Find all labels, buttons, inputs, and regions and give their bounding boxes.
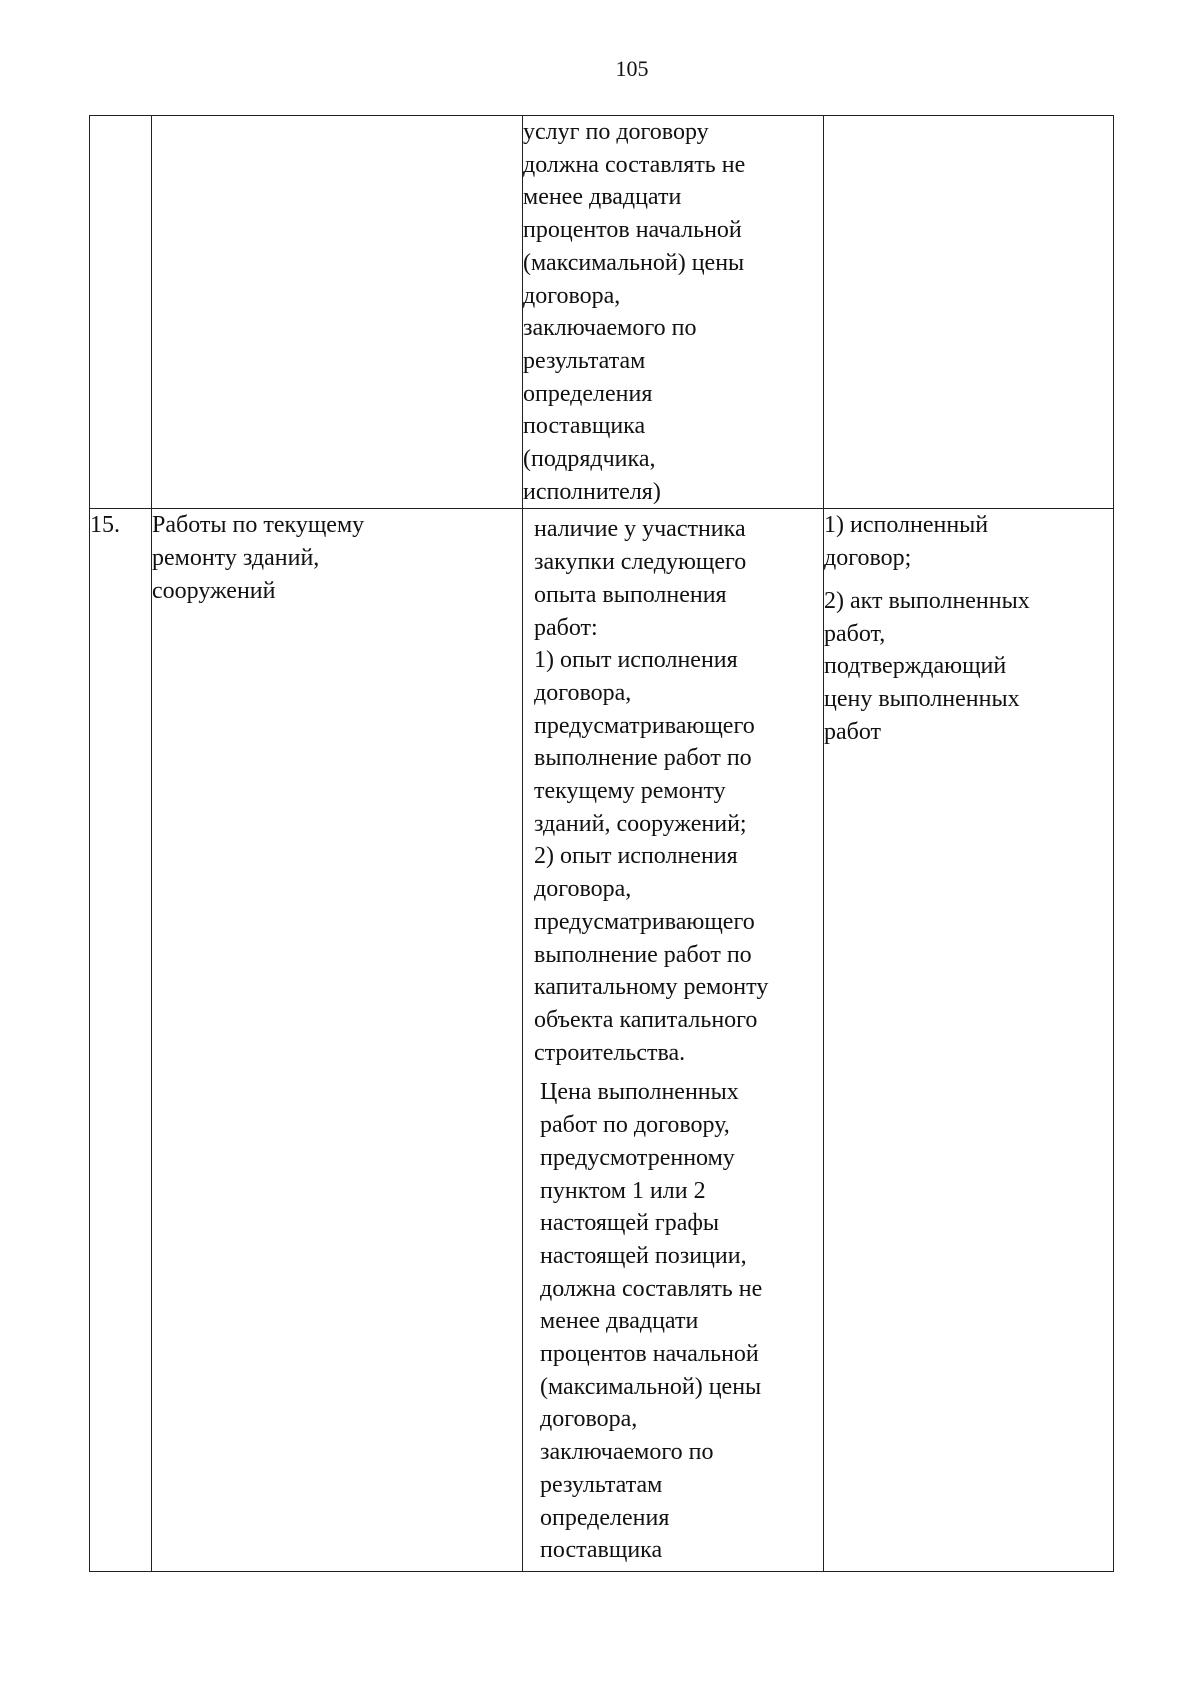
text-line: строительства. (534, 1039, 686, 1066)
text-line: менее двадцати (540, 1308, 699, 1335)
text-line: сооружений (152, 577, 276, 604)
text-line: пунктом 1 или 2 (540, 1177, 706, 1204)
table-row-continuation (90, 116, 1114, 509)
text-line: определения (523, 380, 653, 407)
text-line: договор; (824, 545, 912, 572)
text-line: должна составлять не (540, 1275, 763, 1302)
text-line: ремонту зданий, (152, 545, 320, 572)
price-requirement-text (523, 1069, 823, 1571)
text-line: процентов начальной (523, 217, 742, 244)
text-line: цену выполненных (824, 685, 1020, 712)
requirement-text (523, 509, 823, 1069)
cell-requirement (523, 509, 824, 1572)
text-line: настоящей графы (540, 1210, 720, 1237)
text-line: договора, (534, 876, 632, 903)
cell-number-empty (90, 116, 152, 509)
text-line: 1) исполненный (824, 512, 989, 539)
text-line: 2) опыт исполнения (534, 843, 738, 870)
text-line: должна составлять не (523, 151, 746, 178)
cell-documents (824, 509, 1114, 1572)
text-line: 2) акт выполненных (824, 587, 1030, 614)
text-line: заключаемого по (540, 1439, 714, 1466)
cell-item-number (90, 509, 152, 1572)
cell-name-empty (152, 116, 523, 509)
cell-documents-empty (824, 116, 1114, 509)
text-line: договора, (523, 282, 621, 309)
requirement-text (523, 116, 823, 508)
cell-item-name (152, 509, 523, 1572)
text-line: настоящей позиции, (540, 1242, 747, 1269)
text-line: процентов начальной (540, 1341, 759, 1368)
item-name-text (152, 509, 522, 607)
text-line: работ, (824, 620, 886, 647)
document-item-1 (824, 509, 1113, 574)
text-line: предусмотренному (540, 1144, 735, 1171)
text-line: работ по договору, (540, 1112, 730, 1139)
text-line: (максимальной) цены (540, 1373, 762, 1400)
text-line: работ (824, 718, 882, 745)
text-line: предусматривающего (534, 712, 755, 739)
cell-requirement-continued (523, 116, 824, 509)
text-line: работ: (534, 614, 598, 641)
text-line: услуг по договору (523, 119, 709, 145)
text-line: определения (540, 1504, 670, 1531)
text-line: капитальному ремонту (534, 974, 769, 1001)
text-line: поставщика (523, 413, 646, 440)
table-row-15 (90, 509, 1114, 1572)
text-line: поставщика (540, 1537, 663, 1564)
text-line: (подрядчика, (523, 446, 656, 473)
text-line: менее двадцати (523, 184, 682, 211)
text-line: (максимальной) цены (523, 249, 745, 276)
text-line: исполнителя) (523, 478, 661, 505)
text-line: объекта капитального (534, 1006, 758, 1033)
text-line: 1) опыт исполнения (534, 647, 738, 674)
text-line: заключаемого по (523, 315, 697, 342)
text-line: результатам (540, 1471, 663, 1498)
text-line: выполнение работ по (534, 745, 752, 772)
text-line: закупки следующего (534, 549, 747, 576)
requirements-table (89, 115, 1114, 1572)
text-line: опыта выполнения (534, 581, 727, 608)
document-gap (824, 575, 1113, 585)
text-line: наличие у участника (534, 516, 746, 543)
page-number: 105 (615, 56, 649, 81)
text-line: результатам (523, 347, 646, 374)
item-number: 15. (90, 512, 120, 539)
text-line: предусматривающего (534, 908, 755, 935)
text-line: Работы по текущему (152, 512, 365, 539)
text-line: текущему ремонту (534, 778, 726, 805)
text-line: выполнение работ по (534, 941, 752, 968)
document-item-2 (824, 585, 1113, 749)
text-line: зданий, сооружений; (534, 810, 747, 837)
text-line: Цена выполненных (540, 1079, 739, 1106)
text-line: договора, (534, 679, 632, 706)
text-line: подтверждающий (824, 653, 1007, 680)
text-line: договора, (540, 1406, 638, 1433)
